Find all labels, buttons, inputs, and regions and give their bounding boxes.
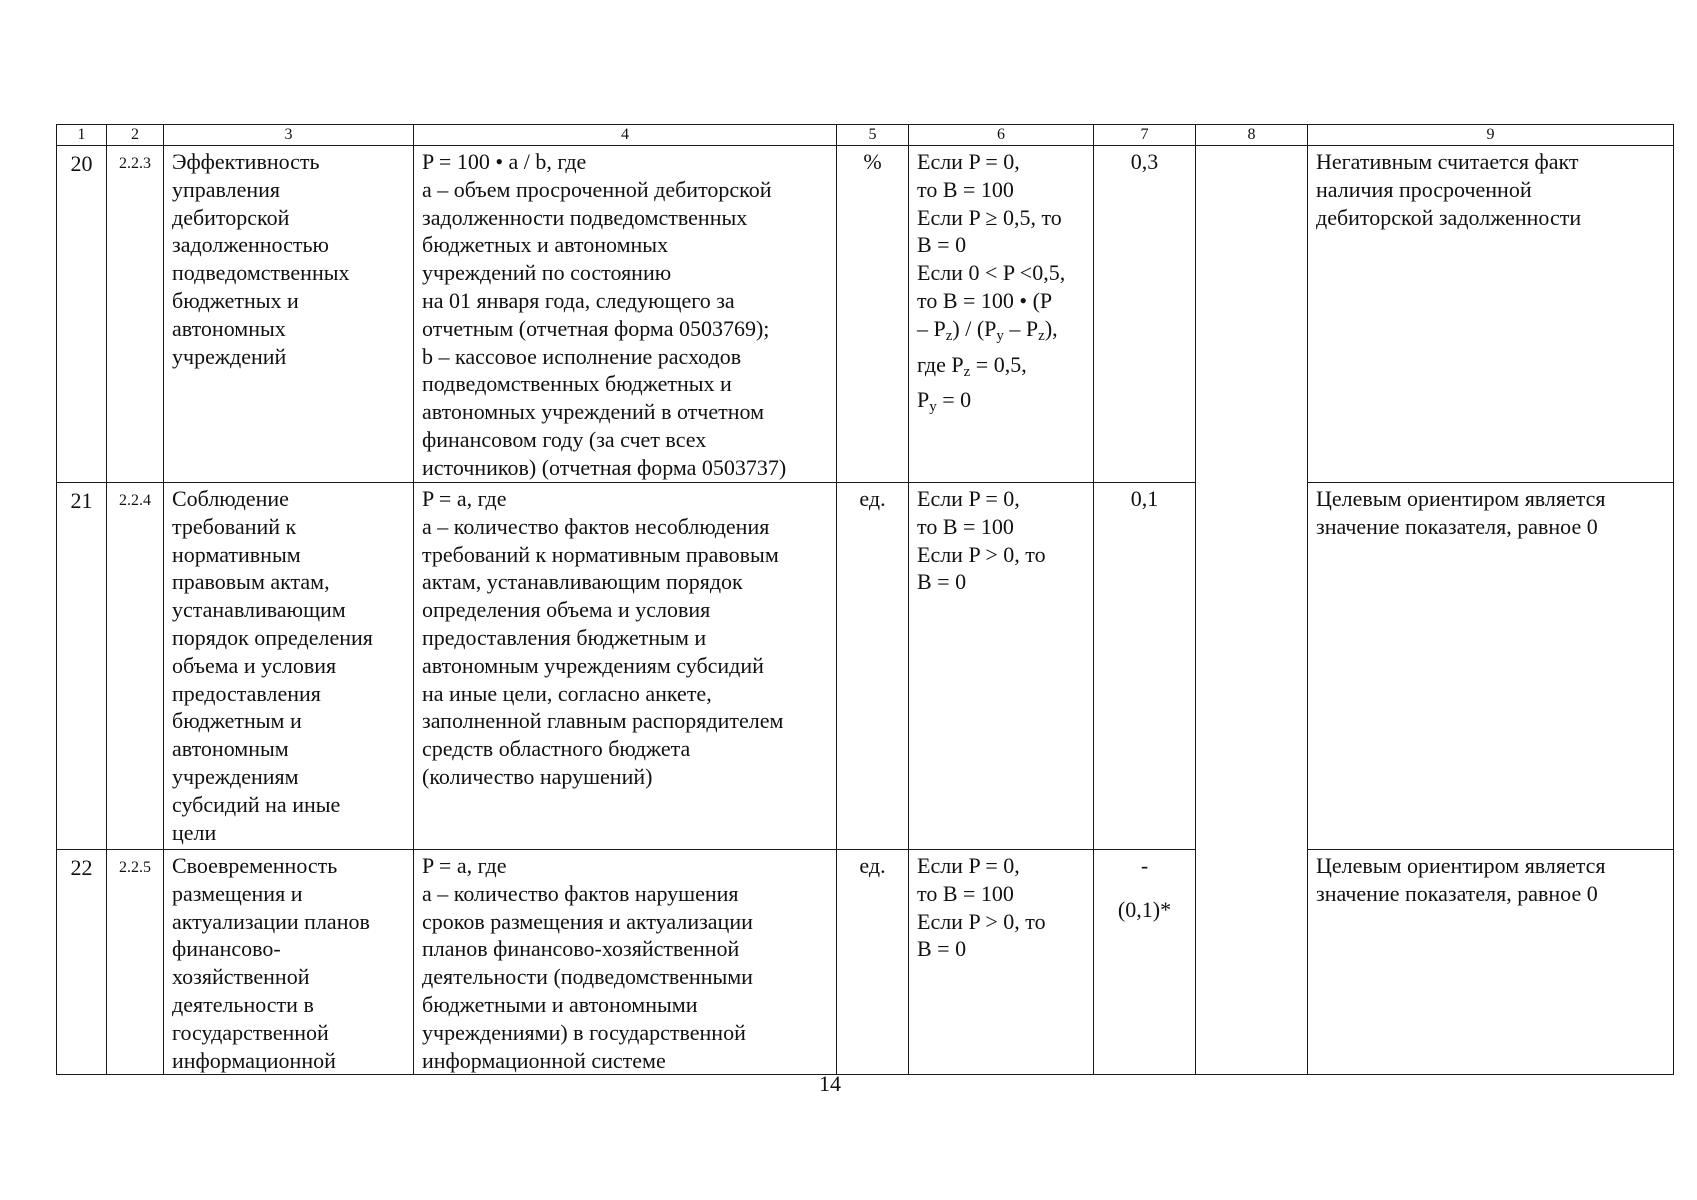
table-row [57, 850, 1674, 1075]
comment [1308, 146, 1674, 483]
column-header-2: 2 [107, 125, 164, 146]
formula-part: – P [917, 315, 946, 341]
table-row [57, 483, 1674, 850]
text-line: заполненной главным распорядителем [422, 708, 784, 734]
text-line: автономных [172, 315, 286, 341]
text-line: задолженности подведомственных [422, 204, 748, 230]
text-line: нормативным [172, 541, 301, 567]
text-line: цели [172, 819, 217, 845]
formula-line [917, 386, 1085, 422]
text-line: P = a, где [422, 853, 507, 878]
weight-alternative: (0,1)* [1117, 896, 1172, 922]
text-line: a – количество фактов несоблюдения [422, 513, 770, 539]
text-line: наличия просроченной [1316, 176, 1532, 202]
text-line: отчетным (отчетная форма 0503769); [422, 315, 770, 341]
formula-line [917, 351, 1085, 387]
text-line: P = 100 • a / b, где [422, 149, 587, 174]
text-line: автономным [172, 736, 289, 762]
text-line: определения объема и условия [422, 597, 711, 623]
subscript: z [945, 327, 953, 344]
text-line: Если P = 0, [917, 149, 1020, 174]
text-line: Если P > 0, то [917, 541, 1046, 567]
text-line: Негативным считается факт [1316, 149, 1579, 174]
page-number: 14 [819, 1071, 841, 1096]
column-header-6: 6 [909, 125, 1094, 146]
column-header-9: 9 [1308, 125, 1674, 146]
formula-part: P [917, 387, 930, 413]
unit: % [837, 146, 909, 483]
text-line: Если P = 0, [917, 853, 1020, 878]
text-line: средств областного бюджета [422, 736, 691, 762]
indicators-table [56, 124, 1674, 1075]
text-line: объема и условия [172, 652, 337, 678]
text-line: бюджетных и [172, 287, 299, 313]
unit: ед. [837, 483, 909, 850]
formula-line [917, 315, 1085, 351]
indicator-code: 2.2.5 [107, 850, 164, 1075]
text-line: финансово- [172, 936, 281, 962]
text-line: P = a, где [422, 486, 507, 511]
text-line: B = 0 [917, 232, 967, 258]
column-header-8: 8 [1196, 125, 1308, 146]
text-line: то B = 100 • (P [917, 287, 1053, 313]
text-line: учреждениям [172, 763, 299, 789]
text-line: размещения и [172, 880, 303, 906]
text-line: бюджетным и [172, 708, 302, 734]
indicator-name [164, 146, 414, 483]
column-header-7: 7 [1094, 125, 1196, 146]
text-line: Если P > 0, то [917, 908, 1046, 934]
text-line: управления [172, 176, 281, 202]
column-header-1: 1 [57, 125, 107, 146]
text-line: актуализации планов [172, 908, 370, 934]
evaluation-condition [909, 850, 1094, 1075]
text-line: подведомственных [172, 260, 350, 286]
text-line: информационной системе [422, 1047, 666, 1073]
weight-value [1094, 850, 1196, 1075]
text-line: учреждениями) в государственной [422, 1019, 746, 1045]
text-line: a – объем просроченной дебиторской [422, 176, 772, 202]
formula-part: = 0 [936, 387, 972, 413]
text-line: предоставления бюджетным и [422, 624, 707, 650]
text-line: автономным учреждениям субсидий [422, 652, 764, 678]
text-line: B = 0 [917, 569, 967, 595]
indicator-code: 2.2.3 [107, 146, 164, 483]
text-line: Эффективность [172, 149, 320, 174]
indicator-formula [414, 483, 837, 850]
text-line: источников) (отчетная форма 0503737) [422, 454, 787, 480]
column-8-cell [1196, 146, 1308, 1075]
text-line: B = 0 [917, 936, 967, 962]
text-line: хозяйственной [172, 964, 310, 990]
column-header-5: 5 [837, 125, 909, 146]
text-line: на иные цели, согласно анкете, [422, 680, 712, 706]
text-line: автономных учреждений в отчетном [422, 399, 764, 425]
column-header-4: 4 [414, 125, 837, 146]
indicator-formula [414, 146, 837, 483]
text-line: Если P = 0, [917, 486, 1020, 511]
text-line: значение показателя, равное 0 [1316, 880, 1598, 906]
text-line: требований к [172, 513, 297, 539]
text-line: дебиторской [172, 204, 290, 230]
text-line: деятельности в [172, 991, 314, 1017]
text-line: дебиторской задолженности [1316, 204, 1582, 230]
formula-part: = 0,5, [970, 351, 1027, 377]
comment [1308, 850, 1674, 1075]
text-line: бюджетными и автономными [422, 991, 698, 1017]
text-line: требований к нормативным правовым [422, 541, 779, 567]
text-line: учреждений [172, 343, 287, 369]
text-line: планов финансово-хозяйственной [422, 936, 740, 962]
text-line: Соблюдение [172, 486, 289, 511]
formula-part: где P [917, 351, 964, 377]
row-number: 20 [57, 146, 107, 483]
text-line: задолженностью [172, 232, 329, 258]
text-line: то B = 100 [917, 880, 1014, 906]
evaluation-condition [909, 483, 1094, 850]
subscript: z [1038, 327, 1045, 344]
text-line: учреждений по состоянию [422, 260, 672, 286]
formula-part: ), [1044, 315, 1058, 341]
text-line: сроков размещения и актуализации [422, 908, 753, 934]
subscript: y [996, 327, 1004, 344]
text-line: финансовом году (за счет всех [422, 426, 707, 452]
text-line: на 01 января года, следующего за [422, 287, 735, 313]
text-line: информационной [172, 1047, 336, 1073]
text-line: b – кассовое исполнение расходов [422, 343, 742, 369]
column-header-3: 3 [164, 125, 414, 146]
text-line: субсидий на иные [172, 791, 341, 817]
evaluation-condition [909, 146, 1094, 483]
header-row [57, 125, 1674, 146]
text-line: предоставления [172, 680, 321, 706]
row-number: 21 [57, 483, 107, 850]
unit: ед. [837, 850, 909, 1075]
text-line: то B = 100 [917, 176, 1014, 202]
text-line: Если 0 < P <0,5, [917, 260, 1066, 286]
text-line: Если P ≥ 0,5, то [917, 204, 1062, 230]
subscript: z [963, 363, 971, 380]
indicator-code: 2.2.4 [107, 483, 164, 850]
formula-part: ) / (P [952, 315, 997, 341]
text-line: значение показателя, равное 0 [1316, 513, 1598, 539]
table-row [57, 146, 1674, 483]
subscript: y [929, 399, 937, 416]
indicator-formula [414, 850, 837, 1075]
text-line: Целевым ориентиром является [1316, 853, 1606, 878]
text-line: деятельности (подведомственными [422, 964, 753, 990]
text-line: порядок определения [172, 624, 373, 650]
text-line: актам, устанавливающим порядок [422, 569, 743, 595]
text-line: Своевременность [172, 853, 338, 878]
text-line: государственной [172, 1019, 329, 1045]
text-line: правовым актам, [172, 569, 330, 595]
text-line: то B = 100 [917, 513, 1014, 539]
indicator-name [164, 850, 414, 1075]
text-line: (количество нарушений) [422, 763, 653, 789]
text-line: подведомственных бюджетных и [422, 371, 732, 397]
text-line: a – количество фактов нарушения [422, 880, 739, 906]
weight-value: 0,1 [1094, 483, 1196, 850]
formula-part: – P [1003, 315, 1039, 341]
comment [1308, 483, 1674, 850]
row-number: 22 [57, 850, 107, 1075]
weight-dash: - [1140, 853, 1149, 878]
text-line: Целевым ориентиром является [1316, 486, 1606, 511]
weight-value: 0,3 [1094, 146, 1196, 483]
indicator-name [164, 483, 414, 850]
text-line: устанавливающим [172, 597, 346, 623]
text-line: бюджетных и автономных [422, 232, 669, 258]
